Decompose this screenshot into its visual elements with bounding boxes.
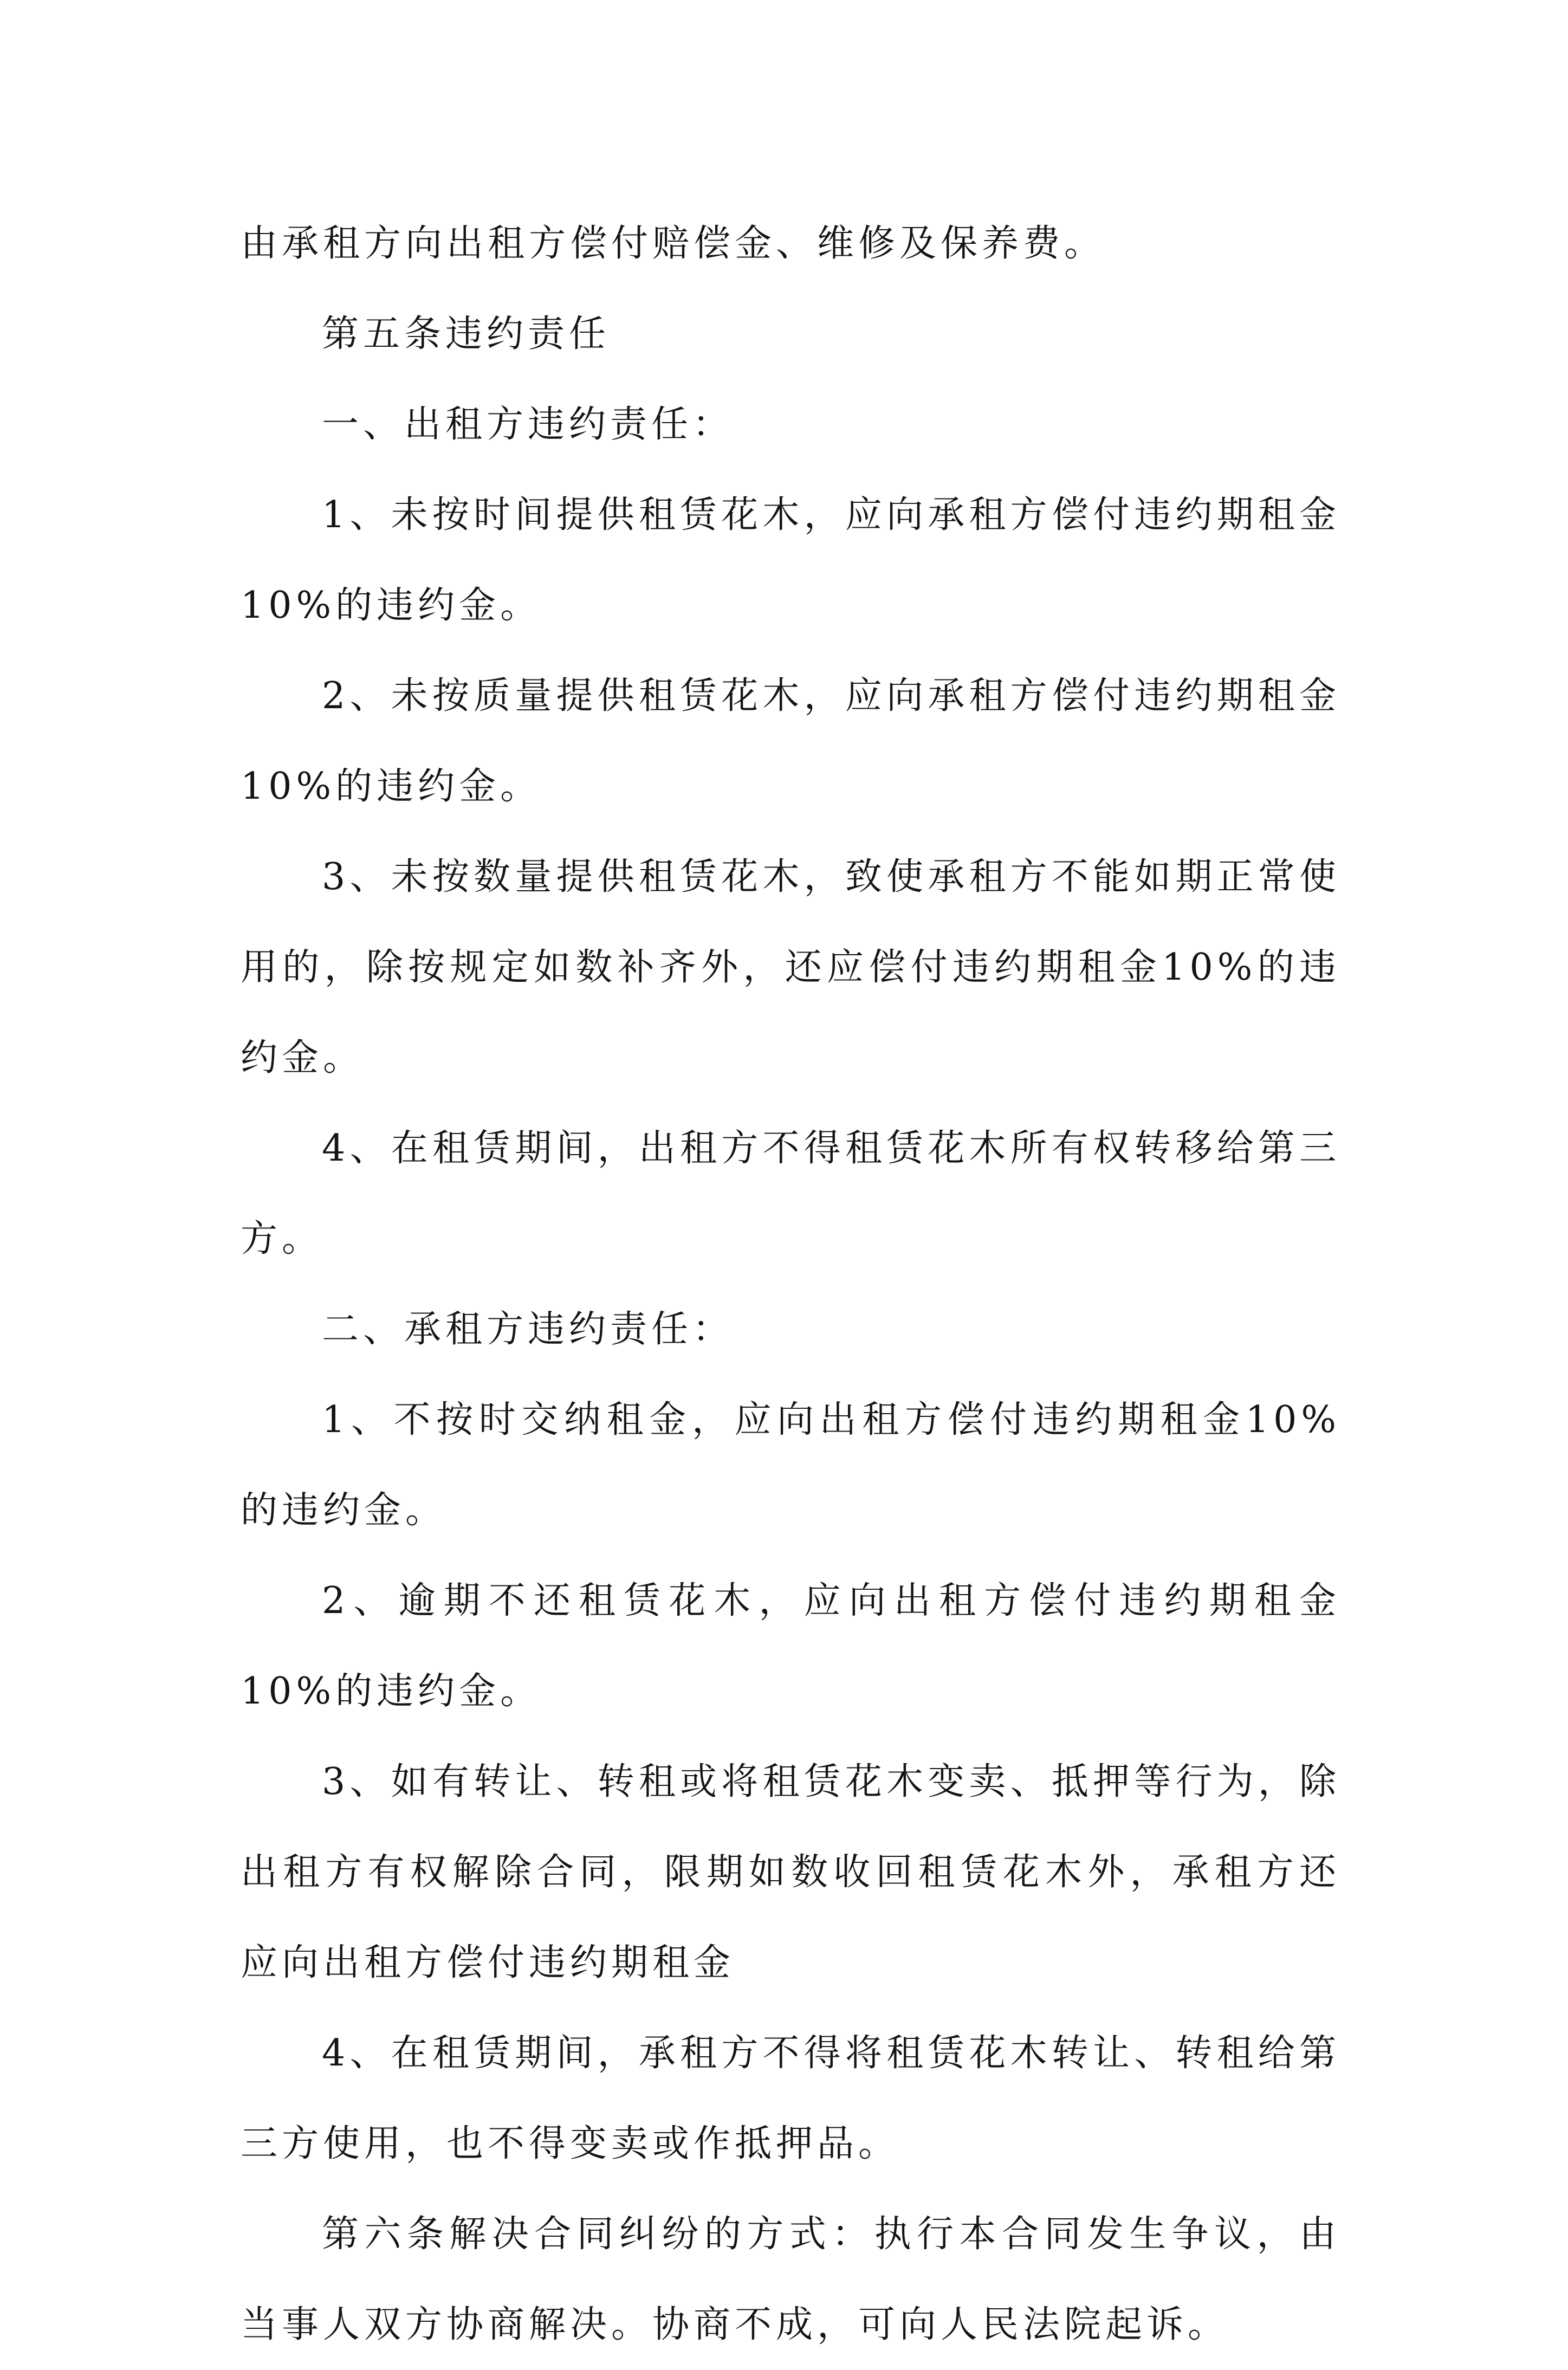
article-5-heading: 第五条违约责任 (322, 313, 611, 355)
lessee-breach-heading: 二、承租方违约责任： (322, 1308, 734, 1351)
article-6-dispute-resolution: 第六条解决合同纠纷的方式：执行本合同发生争议，由当事人双方协商解决。协商不成，可向人民法院起诉。 (241, 2213, 1340, 2346)
lessee-clause-2: 2、逾期不还租赁花木，应向出租方偿付违约期租金10%的违约金。 (241, 1579, 1340, 1713)
lessor-clause-2: 2、未按质量提供租赁花木，应向承租方偿付违约期租金10%的违约金。 (241, 675, 1340, 808)
document-body (241, 198, 1340, 2370)
lessor-clause-4: 4、在租赁期间，出租方不得租赁花木所有权转移给第三方。 (241, 1127, 1340, 1260)
lessee-clause-1: 1、不按时交纳租金，应向出租方偿付违约期租金10%的违约金。 (241, 1398, 1340, 1532)
paragraph-continuation: 由承租方向出租方偿付赔偿金、维修及保养费。 (241, 222, 1106, 265)
lessor-clause-3: 3、未按数量提供租赁花木，致使承租方不能如期正常使用的，除按规定如数补齐外，还应偿付违约期租金10%的违约金。 (241, 856, 1340, 1079)
lessor-clause-1: 1、未按时间提供租赁花木，应向承租方偿付违约期租金10%的违约金。 (241, 494, 1340, 627)
lessee-clause-3: 3、如有转让、转租或将租赁花木变卖、抵押等行为，除出租方有权解除合同，限期如数收回租赁花木外，承租方还应向出租方偿付违约期租金 (241, 1760, 1340, 1984)
lessor-breach-heading: 一、出租方违约责任： (322, 403, 734, 446)
lessee-clause-4: 4、在租赁期间，承租方不得将租赁花木转让、转租给第三方使用，也不得变卖或作抵押品。 (241, 2032, 1340, 2165)
